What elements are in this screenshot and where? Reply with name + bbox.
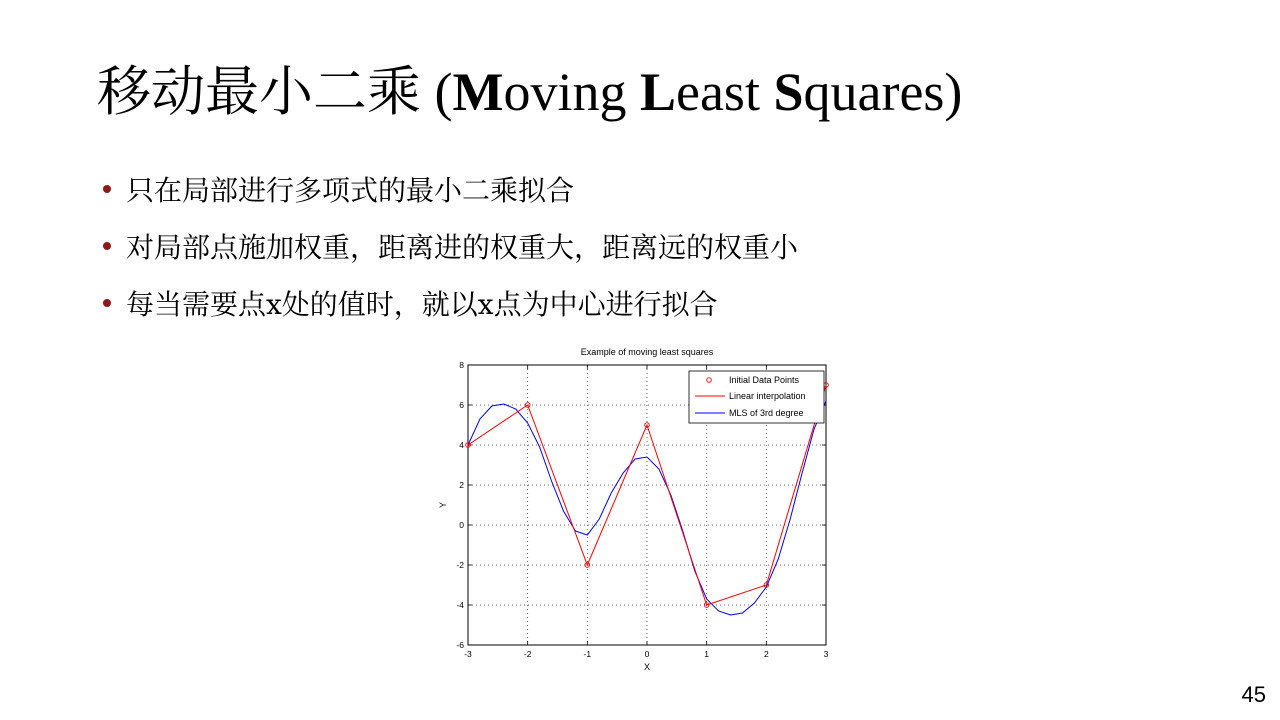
y-axis-label: Y <box>438 501 448 509</box>
legend-label-data-points: Initial Data Points <box>729 375 800 385</box>
chart-title: Example of moving least squares <box>580 347 714 357</box>
bullet-text: 只在局部进行多项式的最小二乘拟合 <box>126 173 575 207</box>
bullet-item <box>97 217 798 274</box>
x-tick-label: -3 <box>464 649 472 659</box>
title-letter-m: M <box>452 62 504 122</box>
bullet-dot-icon <box>103 299 111 307</box>
bullet-item <box>97 160 798 217</box>
bullet-item <box>97 274 798 331</box>
x-tick-label: 1 <box>704 649 710 659</box>
legend-label-mls: MLS of 3rd degree <box>729 408 804 418</box>
x-tick-label: 2 <box>763 649 769 659</box>
title-letter-l: L <box>639 62 676 122</box>
y-tick-label: 8 <box>459 360 464 370</box>
bullet-text: 对局部点施加权重，距离进的权重大，距离远的权重小 <box>126 230 799 264</box>
slide-title <box>97 52 962 132</box>
legend-label-linear: Linear interpolation <box>729 391 806 401</box>
title-squares-rest: quares) <box>803 62 963 122</box>
x-tick-label: 3 <box>823 649 829 659</box>
page-number: 45 <box>1241 682 1266 707</box>
title-letter-s: S <box>773 62 804 122</box>
title-chinese: 移动最小二乘 ( <box>97 62 453 122</box>
bullet-text: 每当需要点x处的值时，就以x点为中心进行拟合 <box>126 287 718 321</box>
x-tick-label: 0 <box>644 649 650 659</box>
y-tick-label: 0 <box>459 520 464 530</box>
bullet-dot-icon <box>103 242 111 250</box>
y-tick-label: 2 <box>459 480 464 490</box>
bullet-dot-icon <box>103 185 111 193</box>
bullet-list <box>97 160 798 331</box>
y-tick-label: 4 <box>459 440 464 450</box>
x-tick-label: -1 <box>583 649 592 659</box>
chart-legend <box>689 371 824 423</box>
title-least-rest: east <box>676 62 774 122</box>
y-tick-label: -2 <box>456 560 464 570</box>
y-tick-label: -6 <box>456 640 464 650</box>
y-tick-label: -4 <box>456 600 464 610</box>
y-tick-label: 6 <box>459 400 464 410</box>
x-axis-label: X <box>643 662 651 672</box>
title-moving-rest: oving <box>503 62 640 122</box>
x-tick-label: -2 <box>523 649 532 659</box>
mls-example-chart <box>430 340 840 675</box>
